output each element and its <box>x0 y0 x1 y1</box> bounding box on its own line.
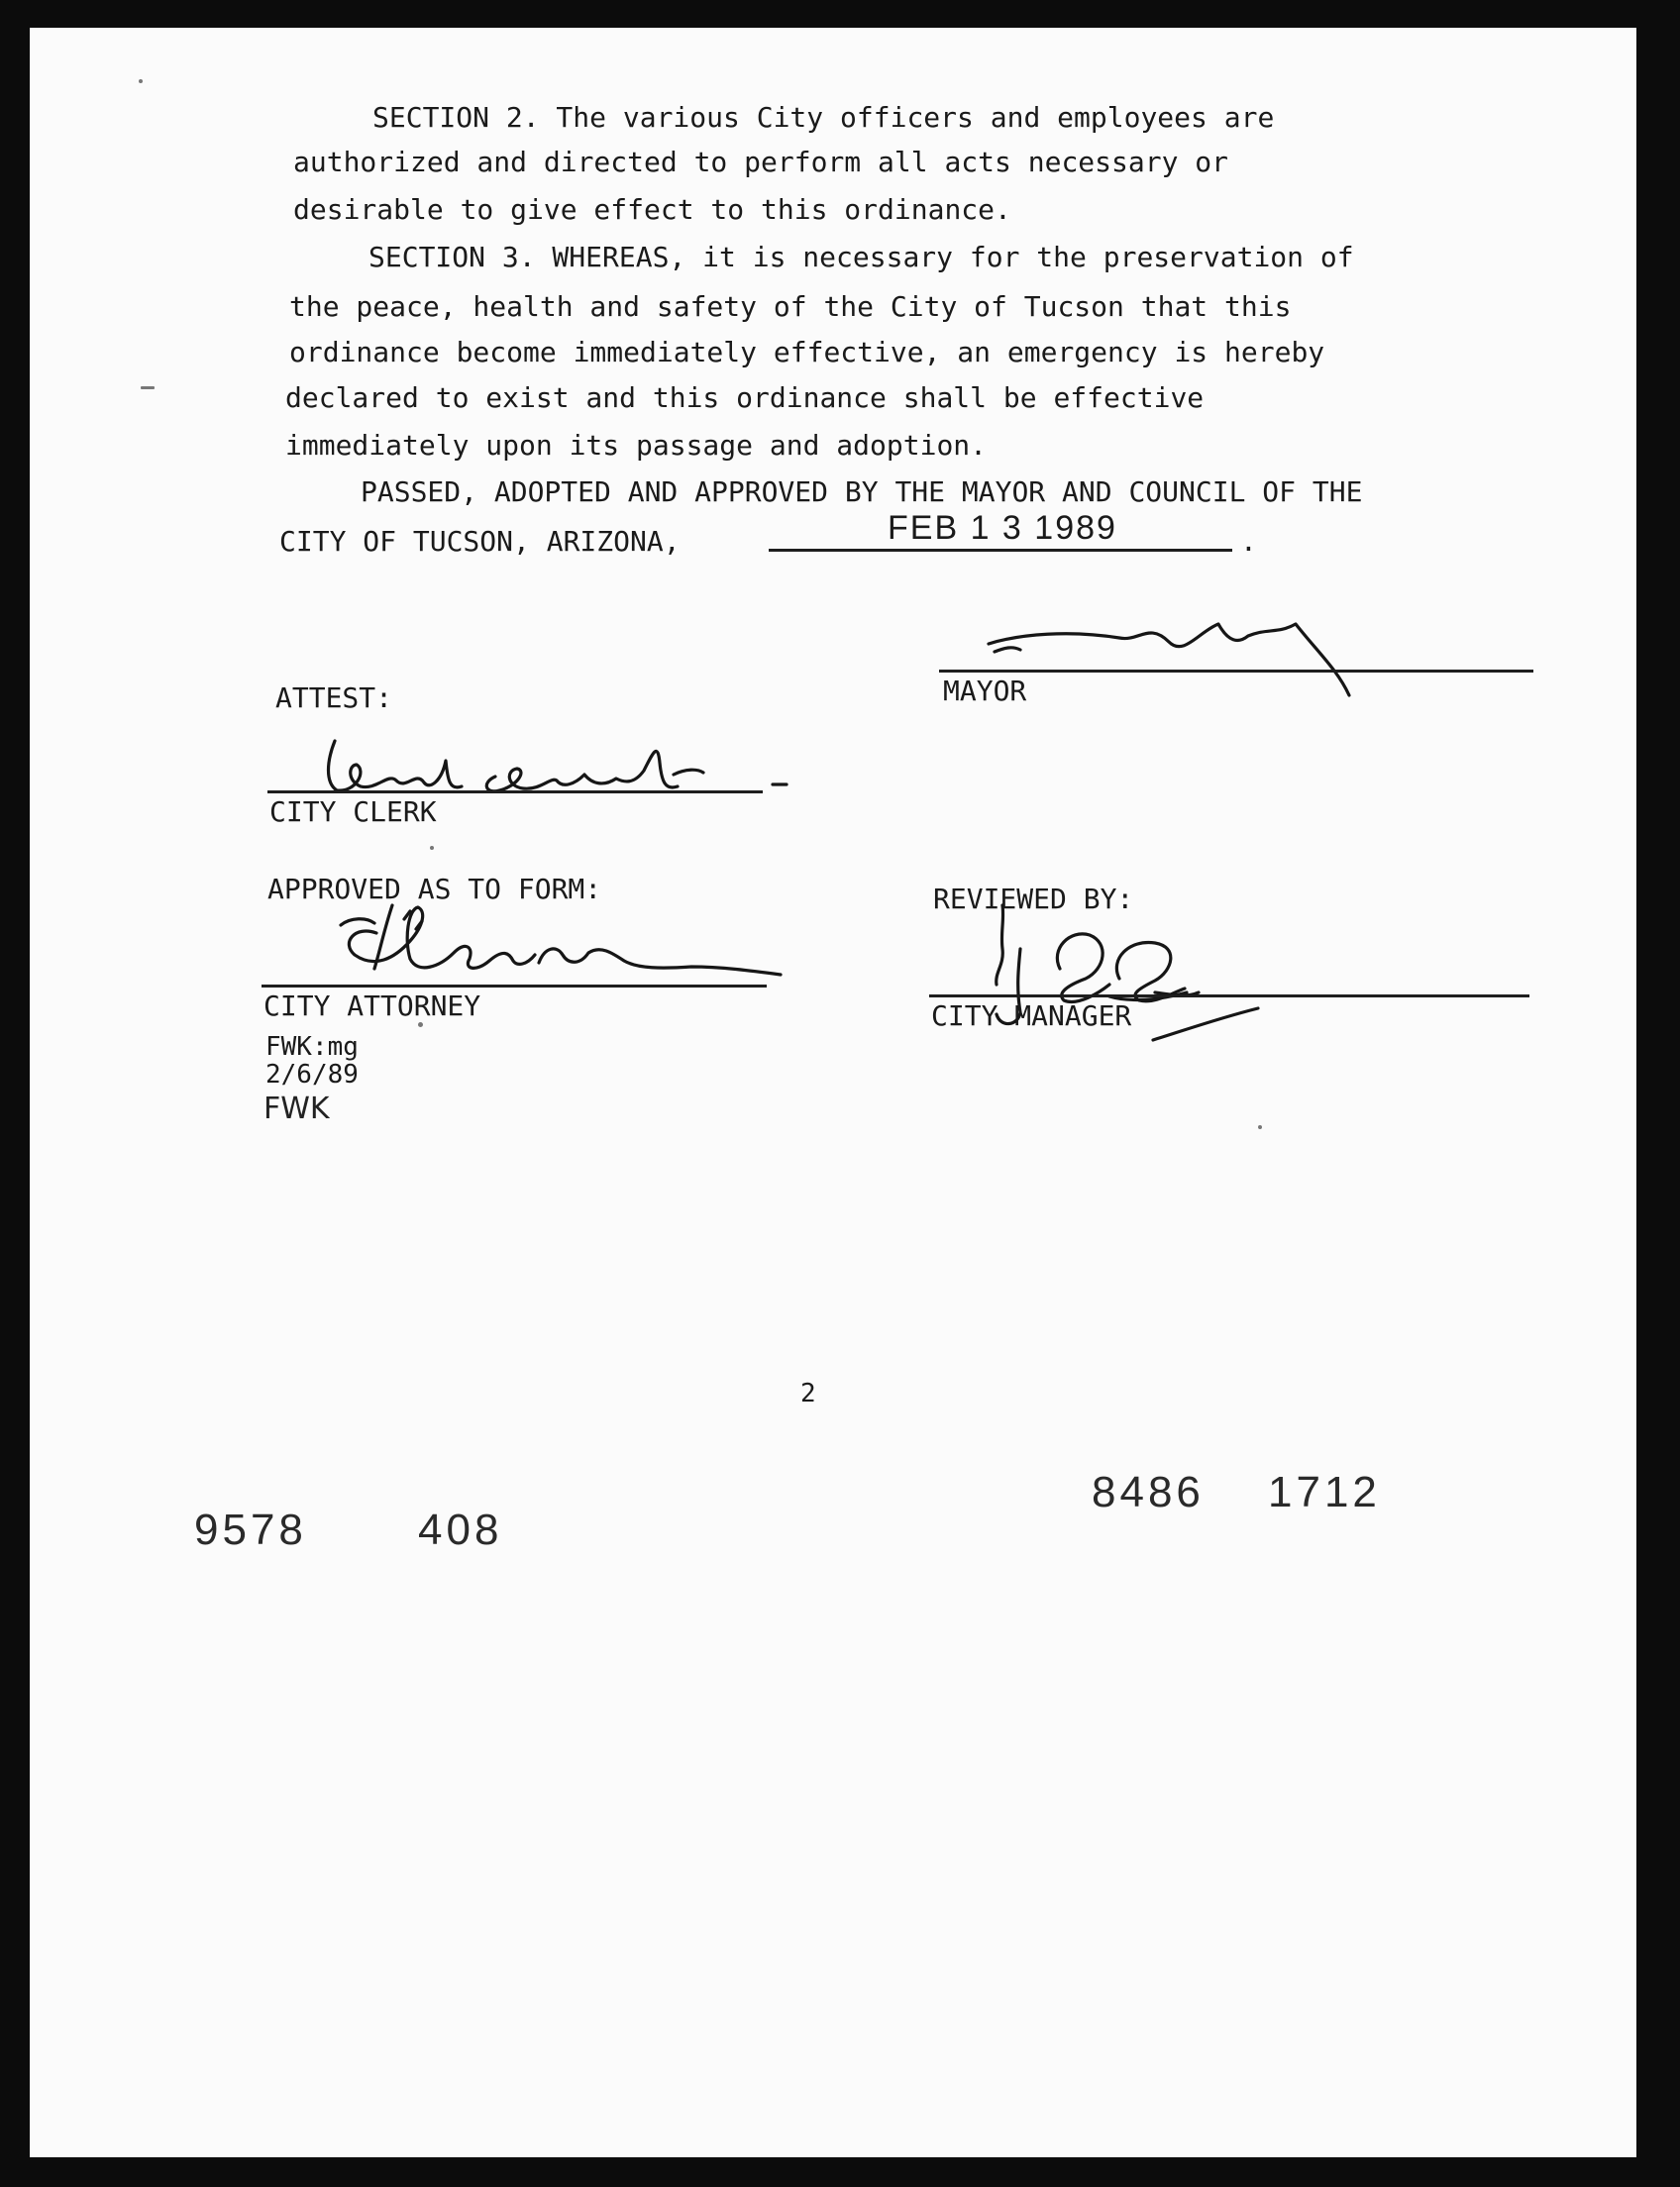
city-clerk-line <box>267 790 763 793</box>
city-clerk-label: CITY CLERK <box>269 795 437 828</box>
city-manager-line <box>929 994 1529 997</box>
handwritten-initials: FWK <box>263 1092 330 1126</box>
date-stamp: FEB 1 3 1989 <box>888 509 1117 547</box>
memo-date: 2/6/89 <box>265 1060 359 1090</box>
section3-line-5: immediately upon its passage and adoption. <box>285 429 988 462</box>
city-attorney-label: CITY ATTORNEY <box>263 989 481 1022</box>
mayor-label: MAYOR <box>943 675 1027 707</box>
section3-line-2: the peace, health and safety of the City of Tucson that this <box>289 290 1292 323</box>
reviewed-by-label: REVIEWED BY: <box>933 883 1134 915</box>
page-number: 2 <box>800 1379 816 1408</box>
section2-line-1: SECTION 2. The various City officers and employees are <box>372 101 1275 134</box>
scan-speck <box>430 846 434 850</box>
typist-initials: FWK:mg <box>265 1032 359 1062</box>
document-page <box>30 28 1636 2157</box>
section3-line-1: SECTION 3. WHEREAS, it is necessary for the preservation of <box>368 241 1354 273</box>
mayor-signature <box>981 612 1436 721</box>
scan-speck <box>141 386 155 389</box>
scan-speck <box>139 79 143 83</box>
passed-line-2: CITY OF TUCSON, ARIZONA, <box>279 525 681 558</box>
docket-number-right: 8486 <box>1092 1468 1205 1516</box>
page-number-left: 408 <box>418 1506 503 1554</box>
section3-line-3: ordinance become immediately effective, an emergency is hereby <box>289 336 1325 368</box>
city-attorney-line <box>262 985 767 988</box>
mayor-line <box>939 670 1533 673</box>
date-underline <box>769 549 1232 552</box>
approved-as-to-form-label: APPROVED AS TO FORM: <box>267 873 602 905</box>
page-number-right: 1712 <box>1268 1468 1381 1516</box>
date-period: . <box>1240 525 1257 558</box>
scan-speck <box>418 1022 423 1027</box>
city-manager-label: CITY MANAGER <box>931 999 1132 1032</box>
city-manager-signature <box>961 889 1337 1068</box>
city-attorney-signature <box>315 889 830 998</box>
section2-line-2: authorized and directed to perform all acts necessary or <box>293 146 1229 178</box>
scan-speck <box>1258 1125 1262 1129</box>
attest-label: ATTEST: <box>275 681 393 714</box>
section3-line-4: declared to exist and this ordinance shall be effective <box>285 381 1205 414</box>
passed-line-1: PASSED, ADOPTED AND APPROVED BY THE MAYOR AND COUNCIL OF THE <box>361 475 1363 508</box>
docket-number-left: 9578 <box>194 1506 307 1554</box>
section2-line-3: desirable to give effect to this ordinance. <box>293 193 1011 226</box>
